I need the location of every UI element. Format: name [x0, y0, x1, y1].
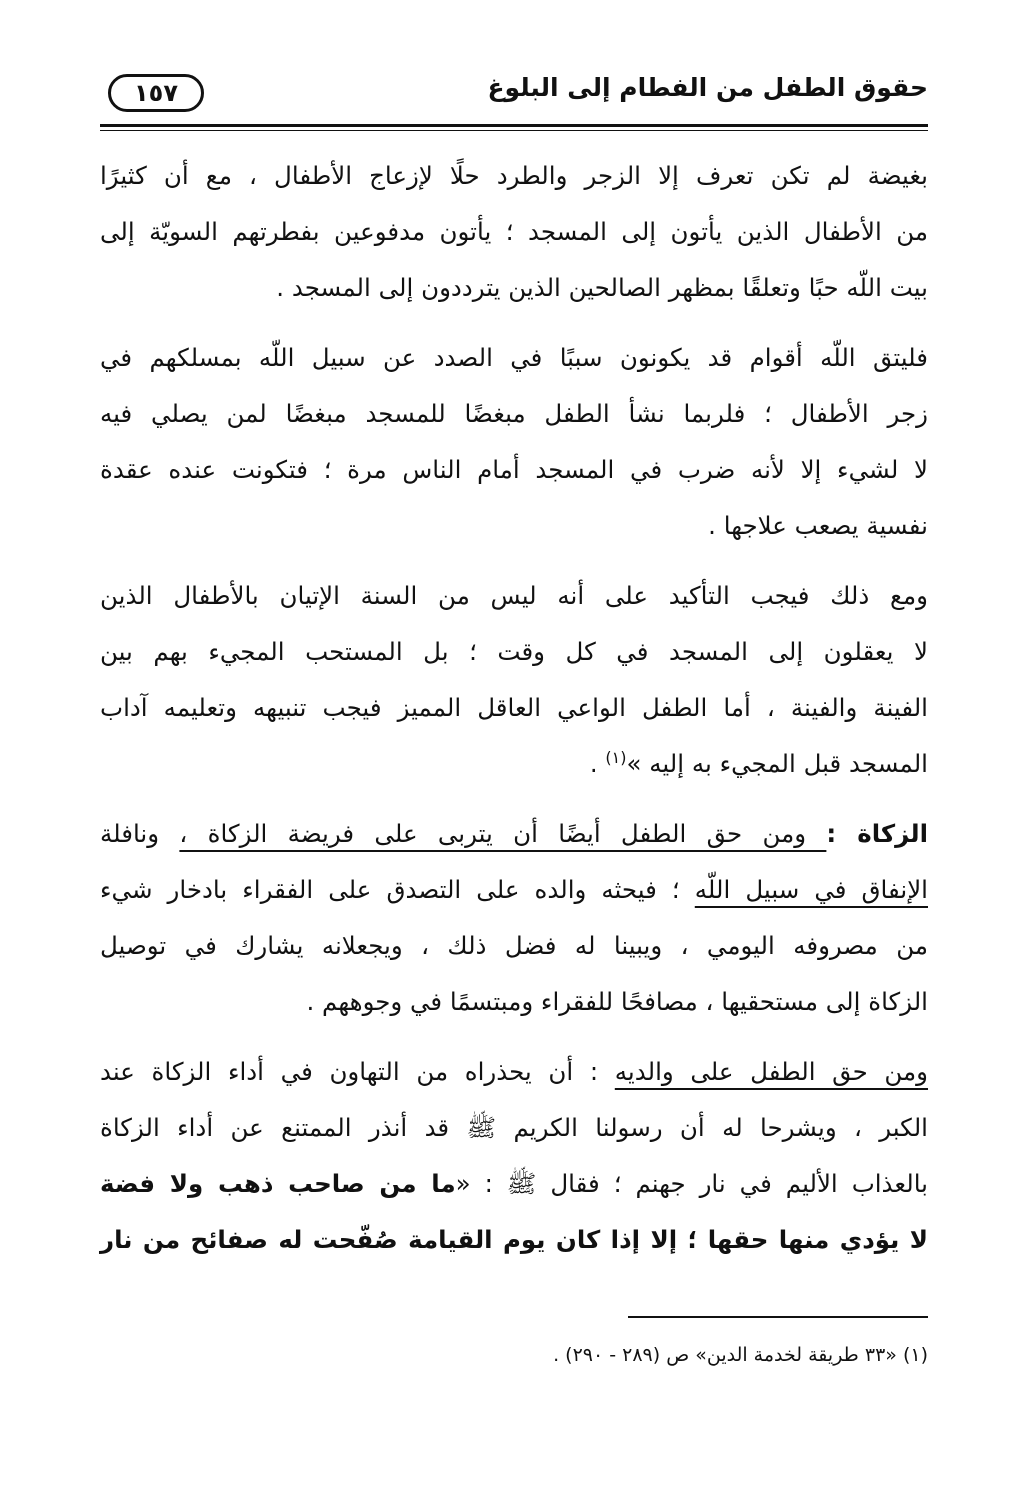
- text-line: زجر الأطفال ؛ فلربما نشأ الطفل مبغضًا للمسجد مبغضًا لمن يصلي فيه: [100, 399, 928, 428]
- paragraph-3: [100, 568, 928, 792]
- text-line: [100, 736, 928, 792]
- text-line: لا لشيء إلا لأنه ضرب في المسجد أمام الناس مرة ؛ فتكونت عنده عقدة: [100, 455, 928, 484]
- text-line: الكبر ، ويشرحا له أن رسولنا الكريم ﷺ قد أنذر الممتنع عن أداء الزكاة: [100, 1113, 928, 1142]
- text-line: بغيضة لم تكن تعرف إلا الزجر والطرد حلًا لإزعاج الأطفال ، مع أن كثيرًا: [100, 161, 928, 190]
- text-line: الزكاة إلى مستحقيها ، مصافحًا للفقراء ومبتسمًا في وجوههم .: [306, 987, 928, 1016]
- footnote-rule: [628, 1316, 928, 1318]
- hadith-text: لا يؤدي منها حقها ؛ إلا إذا كان يوم القيامة صُفّحت له صفائح من نار: [100, 1225, 928, 1254]
- header-rule: [100, 124, 928, 127]
- underlined-text: الإنفاق في سبيل اللّه: [694, 875, 928, 904]
- header-rule-thin: [100, 130, 928, 131]
- section-label-zakat: الزكاة :: [826, 819, 928, 848]
- page-number: ١٥٧: [108, 74, 204, 112]
- text-line: الفينة والفينة ، أما الطفل الواعي العاقل المميز فيجب تنبيهه وتعليمه آداب: [100, 693, 928, 722]
- page-header: [100, 62, 928, 120]
- line-text: : أن يحذراه من التهاون في أداء الزكاة عند: [100, 1057, 615, 1086]
- paragraph-2: [100, 330, 928, 554]
- line-text: ؛ فيحثه والده على التصدق على الفقراء بادخار شيء: [100, 875, 695, 904]
- line-text: ونافلة: [100, 819, 180, 848]
- text-line: لا يعقلون إلى المسجد في كل وقت ؛ بل المستحب المجيء بهم بين: [100, 637, 928, 666]
- text-line: من الأطفال الذين يأتون إلى المسجد ؛ يأتون مدفوعين بفطرتهم السويّة إلى: [100, 217, 928, 246]
- text-line: ومع ذلك فيجب التأكيد على أنه ليس من السنة الإتيان بالأطفال الذين: [100, 581, 928, 610]
- footnote-reference: (١): [605, 747, 627, 767]
- text-line: فليتق اللّه أقوام قد يكونون سببًا في الصدد عن سبيل اللّه بمسلكهم في: [100, 343, 928, 372]
- text-line: [100, 806, 928, 862]
- text-line: نفسية يصعب علاجها .: [708, 511, 928, 540]
- paragraph-1: [100, 148, 928, 316]
- body-text: [100, 148, 928, 1282]
- text-line: بيت اللّه حبًا وتعلقًا بمظهر الصالحين الذين يترددون إلى المسجد .: [276, 273, 928, 302]
- footnote: (١) «٣٣ طريقة لخدمة الدين» ص (٢٨٩ - ٢٩٠) .: [553, 1344, 928, 1366]
- text-line: من مصروفه اليومي ، ويبينا له فضل ذلك ، ويجعلانه يشارك في توصيل: [100, 931, 928, 960]
- paragraph-zakat: [100, 806, 928, 1030]
- paragraph-parents: [100, 1044, 928, 1268]
- text-line: [100, 1044, 928, 1100]
- line-text: بالعذاب الأليم في نار جهنم ؛ فقال ﷺ : «: [455, 1169, 928, 1198]
- text-line: [100, 862, 928, 918]
- underlined-text: ومن حق الطفل أيضًا أن يتربى على فريضة الزكاة ،: [179, 819, 827, 848]
- underlined-text: ومن حق الطفل على والديه: [614, 1057, 929, 1086]
- line-end: .: [589, 749, 606, 778]
- text-line: [100, 1156, 928, 1212]
- running-title: حقوق الطفل من الفطام إلى البلوغ: [487, 73, 928, 102]
- hadith-text: ما من صاحب ذهب ولا فضة: [100, 1169, 456, 1198]
- line-text: المسجد قبل المجيء به إليه »: [626, 749, 928, 778]
